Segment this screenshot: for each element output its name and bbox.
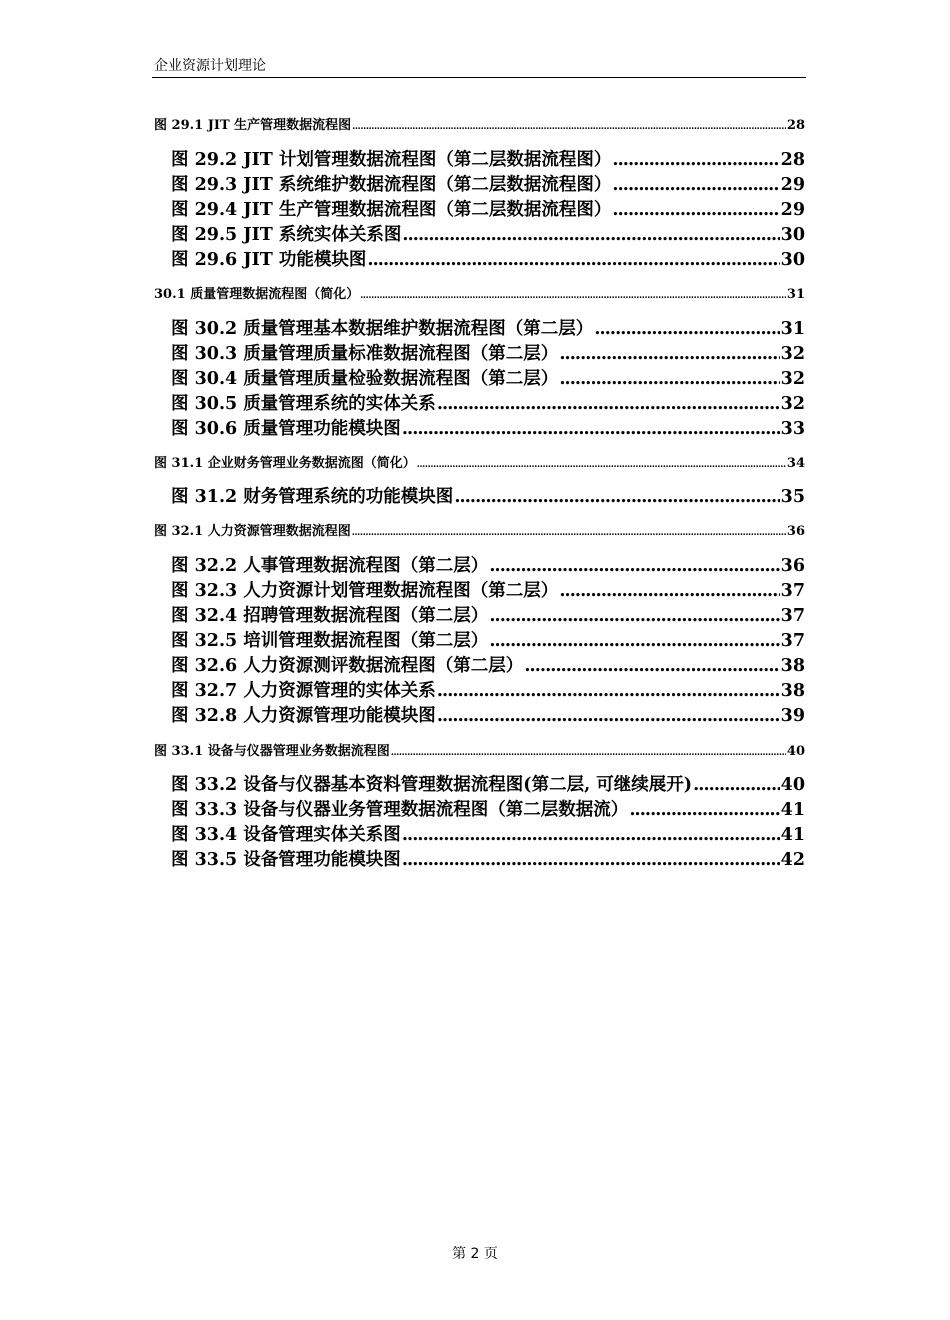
toc-entry-page-number: 40: [786, 744, 805, 759]
toc-entry[interactable]: [171, 148, 805, 172]
toc-entry-page-number: 42: [780, 850, 805, 870]
toc-dot-leader: [454, 485, 779, 509]
toc-entry-page-number: 32: [780, 344, 805, 364]
toc-entry[interactable]: [171, 704, 805, 728]
toc-dot-leader: [352, 118, 786, 136]
toc-entry[interactable]: [171, 554, 805, 578]
toc-entry[interactable]: [171, 485, 805, 509]
toc-entry[interactable]: [171, 173, 805, 197]
toc-dot-leader: [594, 317, 779, 341]
toc-dot-leader: [612, 148, 779, 172]
toc-dot-leader: [402, 848, 780, 872]
toc-entry-label: 图 33.3 设备与仪器业务管理数据流程图（第二层数据流）: [171, 800, 629, 820]
toc-entry-label: 图 32.2 人事管理数据流程图（第二层）: [171, 556, 489, 576]
toc-entry[interactable]: [171, 367, 805, 391]
toc-entry[interactable]: [171, 604, 805, 628]
toc-entry-label: 图 30.3 质量管理质量标准数据流程图（第二层）: [171, 344, 559, 364]
toc-dot-leader: [352, 524, 786, 542]
toc-dot-leader: [559, 579, 779, 603]
toc-entry-label: 图 33.5 设备管理功能模块图: [171, 850, 401, 870]
toc-entry-page-number: 31: [780, 319, 805, 339]
toc-entry-label: 图 30.2 质量管理基本数据维护数据流程图（第二层）: [171, 319, 594, 339]
toc-dot-leader: [489, 604, 779, 628]
toc-entry-page-number: 40: [780, 775, 805, 795]
toc-entry-page-number: 39: [780, 706, 805, 726]
toc-entry-label: 图 29.1 JIT 生产管理数据流程图: [154, 118, 352, 133]
toc-entry[interactable]: [171, 629, 805, 653]
toc-entry[interactable]: [171, 223, 805, 247]
toc-dot-leader: [629, 798, 779, 822]
toc-entry-label: 图 32.1 人力资源管理数据流程图: [154, 524, 351, 539]
toc-entry-page-number: 32: [780, 369, 805, 389]
toc-entry[interactable]: [171, 579, 805, 603]
toc-entry-label: 图 31.2 财务管理系统的功能模块图: [171, 487, 454, 507]
toc-entry[interactable]: [171, 392, 805, 416]
toc-entry-label: 图 30.4 质量管理质量检验数据流程图（第二层）: [171, 369, 559, 389]
toc-entry-page-number: 37: [780, 606, 805, 626]
toc-dot-leader: [402, 223, 779, 247]
toc-entry-page-number: 36: [786, 524, 805, 539]
toc-dot-leader: [402, 823, 780, 847]
toc-entry-label: 图 29.5 JIT 系统实体关系图: [171, 225, 402, 245]
toc-dot-leader: [489, 629, 779, 653]
toc-dot-leader: [612, 198, 779, 222]
toc-dot-leader: [417, 456, 786, 474]
toc-dot-leader: [437, 704, 780, 728]
toc-entry-page-number: 28: [786, 118, 805, 133]
toc-entry[interactable]: [171, 823, 805, 847]
toc-entry-label: 图 29.6 JIT 功能模块图: [171, 250, 367, 270]
toc-entry[interactable]: [171, 248, 805, 272]
toc-entry-label: 图 31.1 企业财务管理业务数据流图（简化）: [154, 456, 416, 471]
toc-entry[interactable]: [171, 654, 805, 678]
toc-entry[interactable]: [171, 417, 805, 441]
toc-entry[interactable]: [171, 848, 805, 872]
toc-entry-label: 图 33.2 设备与仪器基本资料管理数据流程图(第二层, 可继续展开): [171, 775, 693, 795]
toc-entry-page-number: 34: [786, 456, 805, 471]
toc-entry-page-number: 37: [780, 581, 805, 601]
toc-dot-leader: [360, 287, 786, 305]
toc-dot-leader: [437, 392, 780, 416]
toc-entry-label: 30.1 质量管理数据流程图（简化）: [154, 287, 360, 302]
toc-dot-leader: [437, 679, 780, 703]
toc-entry-page-number: 33: [780, 419, 805, 439]
toc-entry[interactable]: [171, 198, 805, 222]
toc-entry[interactable]: [171, 798, 805, 822]
toc-entry-label: 图 33.1 设备与仪器管理业务数据流程图: [154, 744, 390, 759]
toc-entry[interactable]: [171, 773, 805, 797]
page-number-footer: 第 2 页: [452, 1246, 498, 1262]
toc-entry-page-number: 37: [780, 631, 805, 651]
toc-entry-primary[interactable]: [154, 286, 805, 304]
toc-entry-page-number: 31: [786, 287, 805, 302]
toc-entry-page-number: 35: [780, 487, 805, 507]
toc-entry[interactable]: [171, 679, 805, 703]
toc-entry-label: 图 32.5 培训管理数据流程图（第二层）: [171, 631, 489, 651]
toc-entry-page-number: 41: [780, 825, 805, 845]
toc-dot-leader: [524, 654, 779, 678]
toc-entry-label: 图 32.7 人力资源管理的实体关系: [171, 681, 436, 701]
toc-entry-label: 图 33.4 设备管理实体关系图: [171, 825, 401, 845]
toc-dot-leader: [391, 744, 786, 762]
toc-entry-label: 图 29.3 JIT 系统维护数据流程图（第二层数据流程图）: [171, 175, 612, 195]
toc-entry[interactable]: [171, 317, 805, 341]
toc-entry-page-number: 38: [780, 656, 805, 676]
running-header-title: 企业资源计划理论: [154, 58, 266, 74]
toc-entry-label: 图 32.6 人力资源测评数据流程图（第二层）: [171, 656, 524, 676]
toc-entry-primary[interactable]: [154, 455, 805, 473]
toc-dot-leader: [367, 248, 779, 272]
toc-entry-label: 图 32.8 人力资源管理功能模块图: [171, 706, 436, 726]
header-divider: [152, 77, 806, 78]
toc-entry-page-number: 30: [780, 250, 805, 270]
toc-entry-label: 图 30.6 质量管理功能模块图: [171, 419, 401, 439]
toc-dot-leader: [693, 773, 780, 797]
toc-entry-page-number: 30: [780, 225, 805, 245]
toc-dot-leader: [402, 417, 780, 441]
toc-dot-leader: [612, 173, 779, 197]
toc-entry-page-number: 36: [780, 556, 805, 576]
toc-entry[interactable]: [171, 342, 805, 366]
toc-entry-label: 图 29.4 JIT 生产管理数据流程图（第二层数据流程图）: [171, 200, 612, 220]
toc-entry-page-number: 32: [780, 394, 805, 414]
toc-entry-page-number: 29: [780, 200, 805, 220]
toc-entry-page-number: 38: [780, 681, 805, 701]
toc-entry-label: 图 30.5 质量管理系统的实体关系: [171, 394, 436, 414]
toc-entry-primary[interactable]: [154, 743, 805, 761]
toc-entry-page-number: 28: [780, 150, 805, 170]
toc-entry-page-number: 29: [780, 175, 805, 195]
toc-entry-label: 图 32.4 招聘管理数据流程图（第二层）: [171, 606, 489, 626]
toc-entry-label: 图 32.3 人力资源计划管理数据流程图（第二层）: [171, 581, 559, 601]
toc-entry-primary[interactable]: [154, 117, 805, 135]
toc-dot-leader: [559, 367, 779, 391]
toc-entry-primary[interactable]: [154, 523, 805, 541]
toc-dot-leader: [489, 554, 779, 578]
toc-entry-label: 图 29.2 JIT 计划管理数据流程图（第二层数据流程图）: [171, 150, 612, 170]
toc-entry-page-number: 41: [780, 800, 805, 820]
toc-dot-leader: [559, 342, 779, 366]
